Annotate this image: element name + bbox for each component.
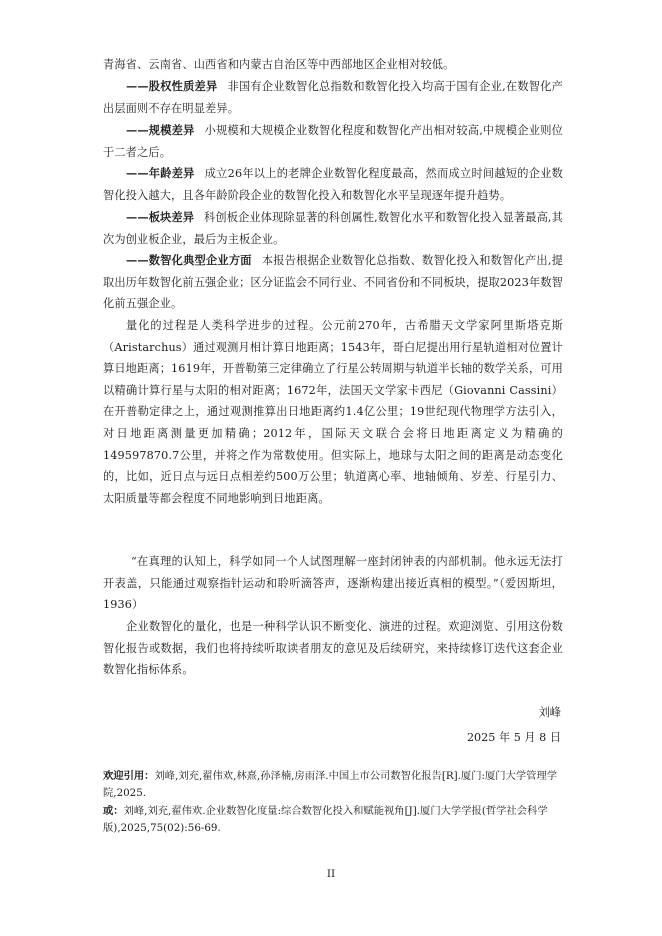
citation-label: 或： [103, 805, 124, 817]
item-title: 规模差异 [148, 123, 195, 137]
item-board [103, 207, 563, 250]
item-text: 非国有企业数智化总指数和数智化投入均高于国有企业,在数智化产出层面则不存在明显差异。 [103, 80, 563, 115]
item-title: 股权性质差异 [148, 79, 218, 93]
date: 2025 年 5 月 8 日 [466, 731, 561, 744]
item-text: 本报告根据企业数智化总指数、数智化投入和数智化产出,提取出历年数智化前五强企业；区分证监会不同行业、不同省份和不同板块，提取2023年数智化前五强企业。 [103, 254, 563, 311]
signature: 刘峰 [538, 706, 561, 719]
paragraph-region: 青海省、云南省、山西省和内蒙古自治区等中西部地区企业相对较低。 [103, 58, 455, 71]
item-scale [103, 120, 563, 163]
item-title: 数智化典型企业方面 [148, 253, 252, 267]
page-number: II [326, 868, 336, 880]
item-text: 科创板企业体现除显著的科创属性,数智化水平和数智化投入显著最高,其次为创业板企业，最后为主板企业。 [103, 211, 563, 246]
paragraph-history: 量化的过程是人类科学进步的过程。公元前270年，古希腊天文学家阿里斯塔克斯（Aristarchus）通过观测月相计算日地距离；1543年，哥白尼提出用行星轨道相对位置计算日地距离；1619年，开普勒第三定律确立了行星公转周期与轨道半长轴的数学关系，可用以精确计算行星与太阳的相对距离；1672年，法国天文学家卡西尼（Giovanni Cassini）在开普勒定律之上，通过观测推算出日地距离约1.4亿公里；19世纪现代物理学方法引入，对日地距离测量更加精确；2012年，国际天文联合会将日地距离定义为精确的149597870.7公里，并将之作为常数使用。但实际上，地球与太阳之间的距离是动态变化的，比如，近日点与远日点相差约500万公里；轨道离心率、地轴倾角、岁差、行星引力、太阳质量等都会程度不同地影响到日地距离。 [103, 319, 563, 505]
item-dash: —— [126, 253, 149, 267]
item-dash: —— [126, 166, 149, 180]
item-age [103, 163, 563, 206]
item-dash: —— [126, 210, 149, 224]
paragraph-closing: 企业数智化的量化，也是一种科学认识不断变化、演进的过程。欢迎浏览、引用这份数智化报告或数据，我们也将持续听取读者朋友的意见及后续研究，来持续修订迭代这套企业数智化指标体系。 [103, 620, 563, 677]
citation-alternate [103, 803, 563, 837]
item-text: 成立26年以上的老牌企业数智化程度最高，然而成立时间越短的企业数智化投入越大，且各年龄阶段企业的数智化投入和数智化水平呈现逐年提升趋势。 [103, 167, 563, 202]
item-title: 板块差异 [148, 210, 195, 224]
citation-text: 刘峰,刘充,翟伟欢.企业数智化度量:综合数智化投入和赋能视角[J].厦门大学学报(哲学社会科学版),2025,75(02):56-69. [103, 805, 548, 835]
item-dash: —— [126, 79, 149, 93]
citation-primary [103, 768, 563, 802]
item-title: 年龄差异 [148, 166, 195, 180]
citation-text: 刘峰,刘充,翟伟欢,林熹,孙泽楠,房雨泽.中国上市公司数智化报告[R].厦门:厦门大学管理学院,2025. [103, 770, 558, 800]
paragraph-quote: “在真理的认知上，科学如同一个人试图理解一座封闭钟表的内部机制。他永远无法打开表盖，只能通过观察指针运动和聆听滴答声，逐渐构建出接近真相的模型。”（爱因斯坦，1936） [103, 555, 563, 612]
item-ownership [103, 76, 563, 119]
item-text: 小规模和大规模企业数智化程度和数智化产出相对较高,中规模企业则位于二者之后。 [103, 124, 564, 159]
item-dash: —— [126, 123, 149, 137]
item-typical-firms [103, 250, 563, 315]
citation-label: 欢迎引用： [103, 770, 155, 782]
